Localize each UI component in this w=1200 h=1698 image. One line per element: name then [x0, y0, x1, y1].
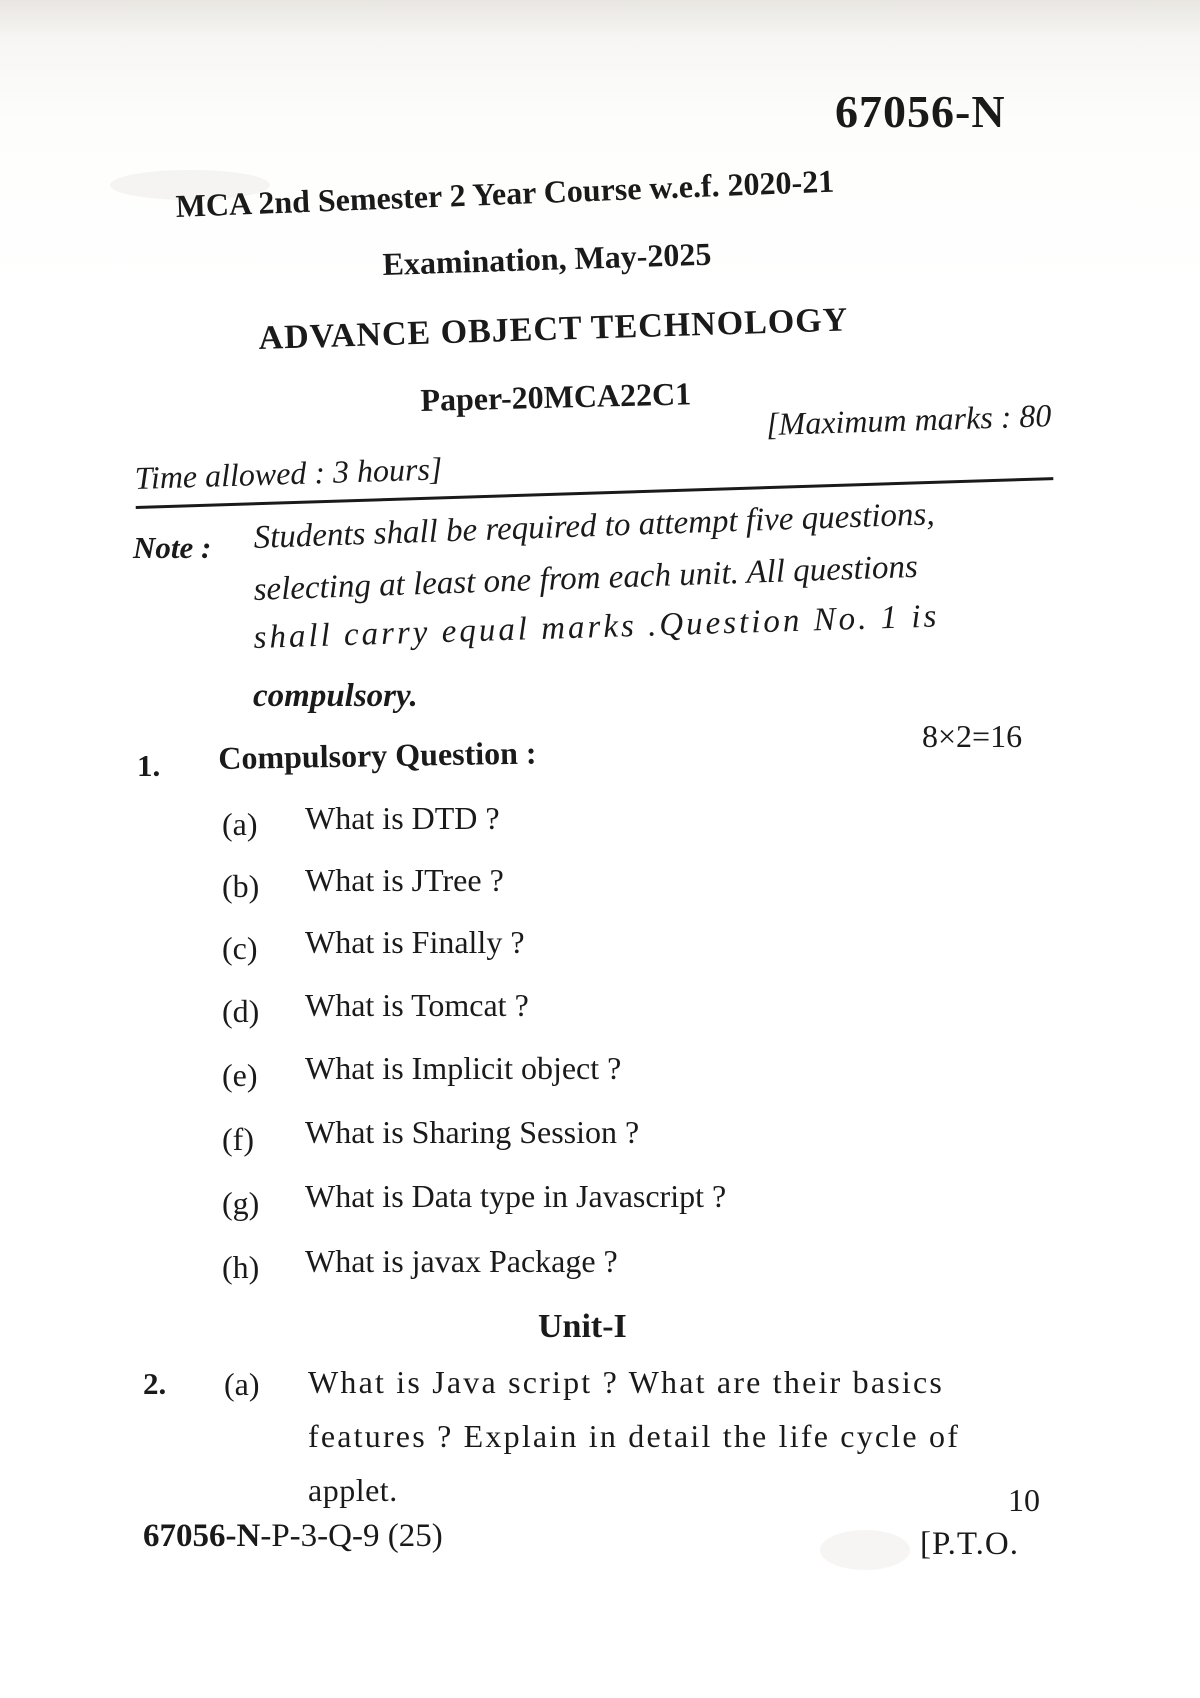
sub-question-label: (a): [224, 1366, 260, 1402]
sub-question-text: What is JTree ?: [305, 862, 504, 898]
sub-question-label: (h): [222, 1249, 260, 1285]
sub-question-label: (d): [222, 993, 260, 1029]
question-number: 2.: [143, 1366, 167, 1401]
question-title: Compulsory Question :: [218, 734, 537, 776]
sub-question-label: (e): [222, 1057, 258, 1093]
question-text-line: What is Java script ? What are their basics: [308, 1364, 945, 1400]
unit-heading: Unit-I: [538, 1308, 627, 1345]
sub-question-text: What is DTD ?: [305, 800, 500, 836]
sub-question-label: (a): [222, 806, 258, 842]
paper-code: 67056-N: [835, 86, 1006, 137]
sub-question-text: What is Tomcat ?: [305, 987, 529, 1023]
question-marks: 8×2=16: [922, 718, 1023, 754]
maximum-marks: [Maximum marks : 80: [765, 397, 1052, 443]
note-line: selecting at least one from each unit. All questions: [253, 548, 919, 608]
time-marks-row: [133, 391, 1053, 496]
sub-question-label: (f): [222, 1121, 254, 1157]
sub-question-text: What is Finally ?: [305, 924, 525, 960]
scan-smudge: [820, 1530, 910, 1570]
paper-number: Paper-20MCA22C1: [420, 375, 692, 418]
sub-question-text: What is Implicit object ?: [305, 1050, 622, 1086]
note-line: compulsory.: [253, 678, 418, 714]
please-turn-over: [P.T.O.: [920, 1526, 1019, 1562]
time-allowed: Time allowed : 3 hours]: [134, 450, 443, 496]
note-line: shall carry equal marks .Question No. 1 is: [253, 598, 940, 656]
note-line: Students shall be required to attempt five questions,: [253, 496, 936, 556]
question-text-line: features ? Explain in detail the life cycle of: [308, 1418, 961, 1454]
note-label: Note :: [133, 530, 212, 565]
footer-paper-code: [143, 1518, 443, 1555]
footer-code-suffix: -P-3-Q-9 (25): [260, 1518, 443, 1554]
footer-code-main: 67056-N: [143, 1518, 261, 1554]
question-text-line: applet.: [308, 1472, 398, 1508]
sub-question-label: (c): [222, 930, 258, 966]
sub-question-text: What is Data type in Javascript ?: [305, 1178, 727, 1214]
examination-session: Examination, May-2025: [382, 235, 712, 282]
sub-question-label: (g): [222, 1185, 260, 1221]
subject-title: ADVANCE OBJECT TECHNOLOGY: [258, 301, 849, 357]
course-title: MCA 2nd Semester 2 Year Course w.e.f. 2020-21: [175, 162, 835, 224]
question-marks: 10: [1008, 1482, 1040, 1518]
sub-question-text: What is javax Package ?: [305, 1243, 618, 1279]
sub-question-text: What is Sharing Session ?: [305, 1114, 640, 1150]
question-number: 1.: [137, 748, 161, 783]
sub-question-label: (b): [222, 868, 260, 904]
